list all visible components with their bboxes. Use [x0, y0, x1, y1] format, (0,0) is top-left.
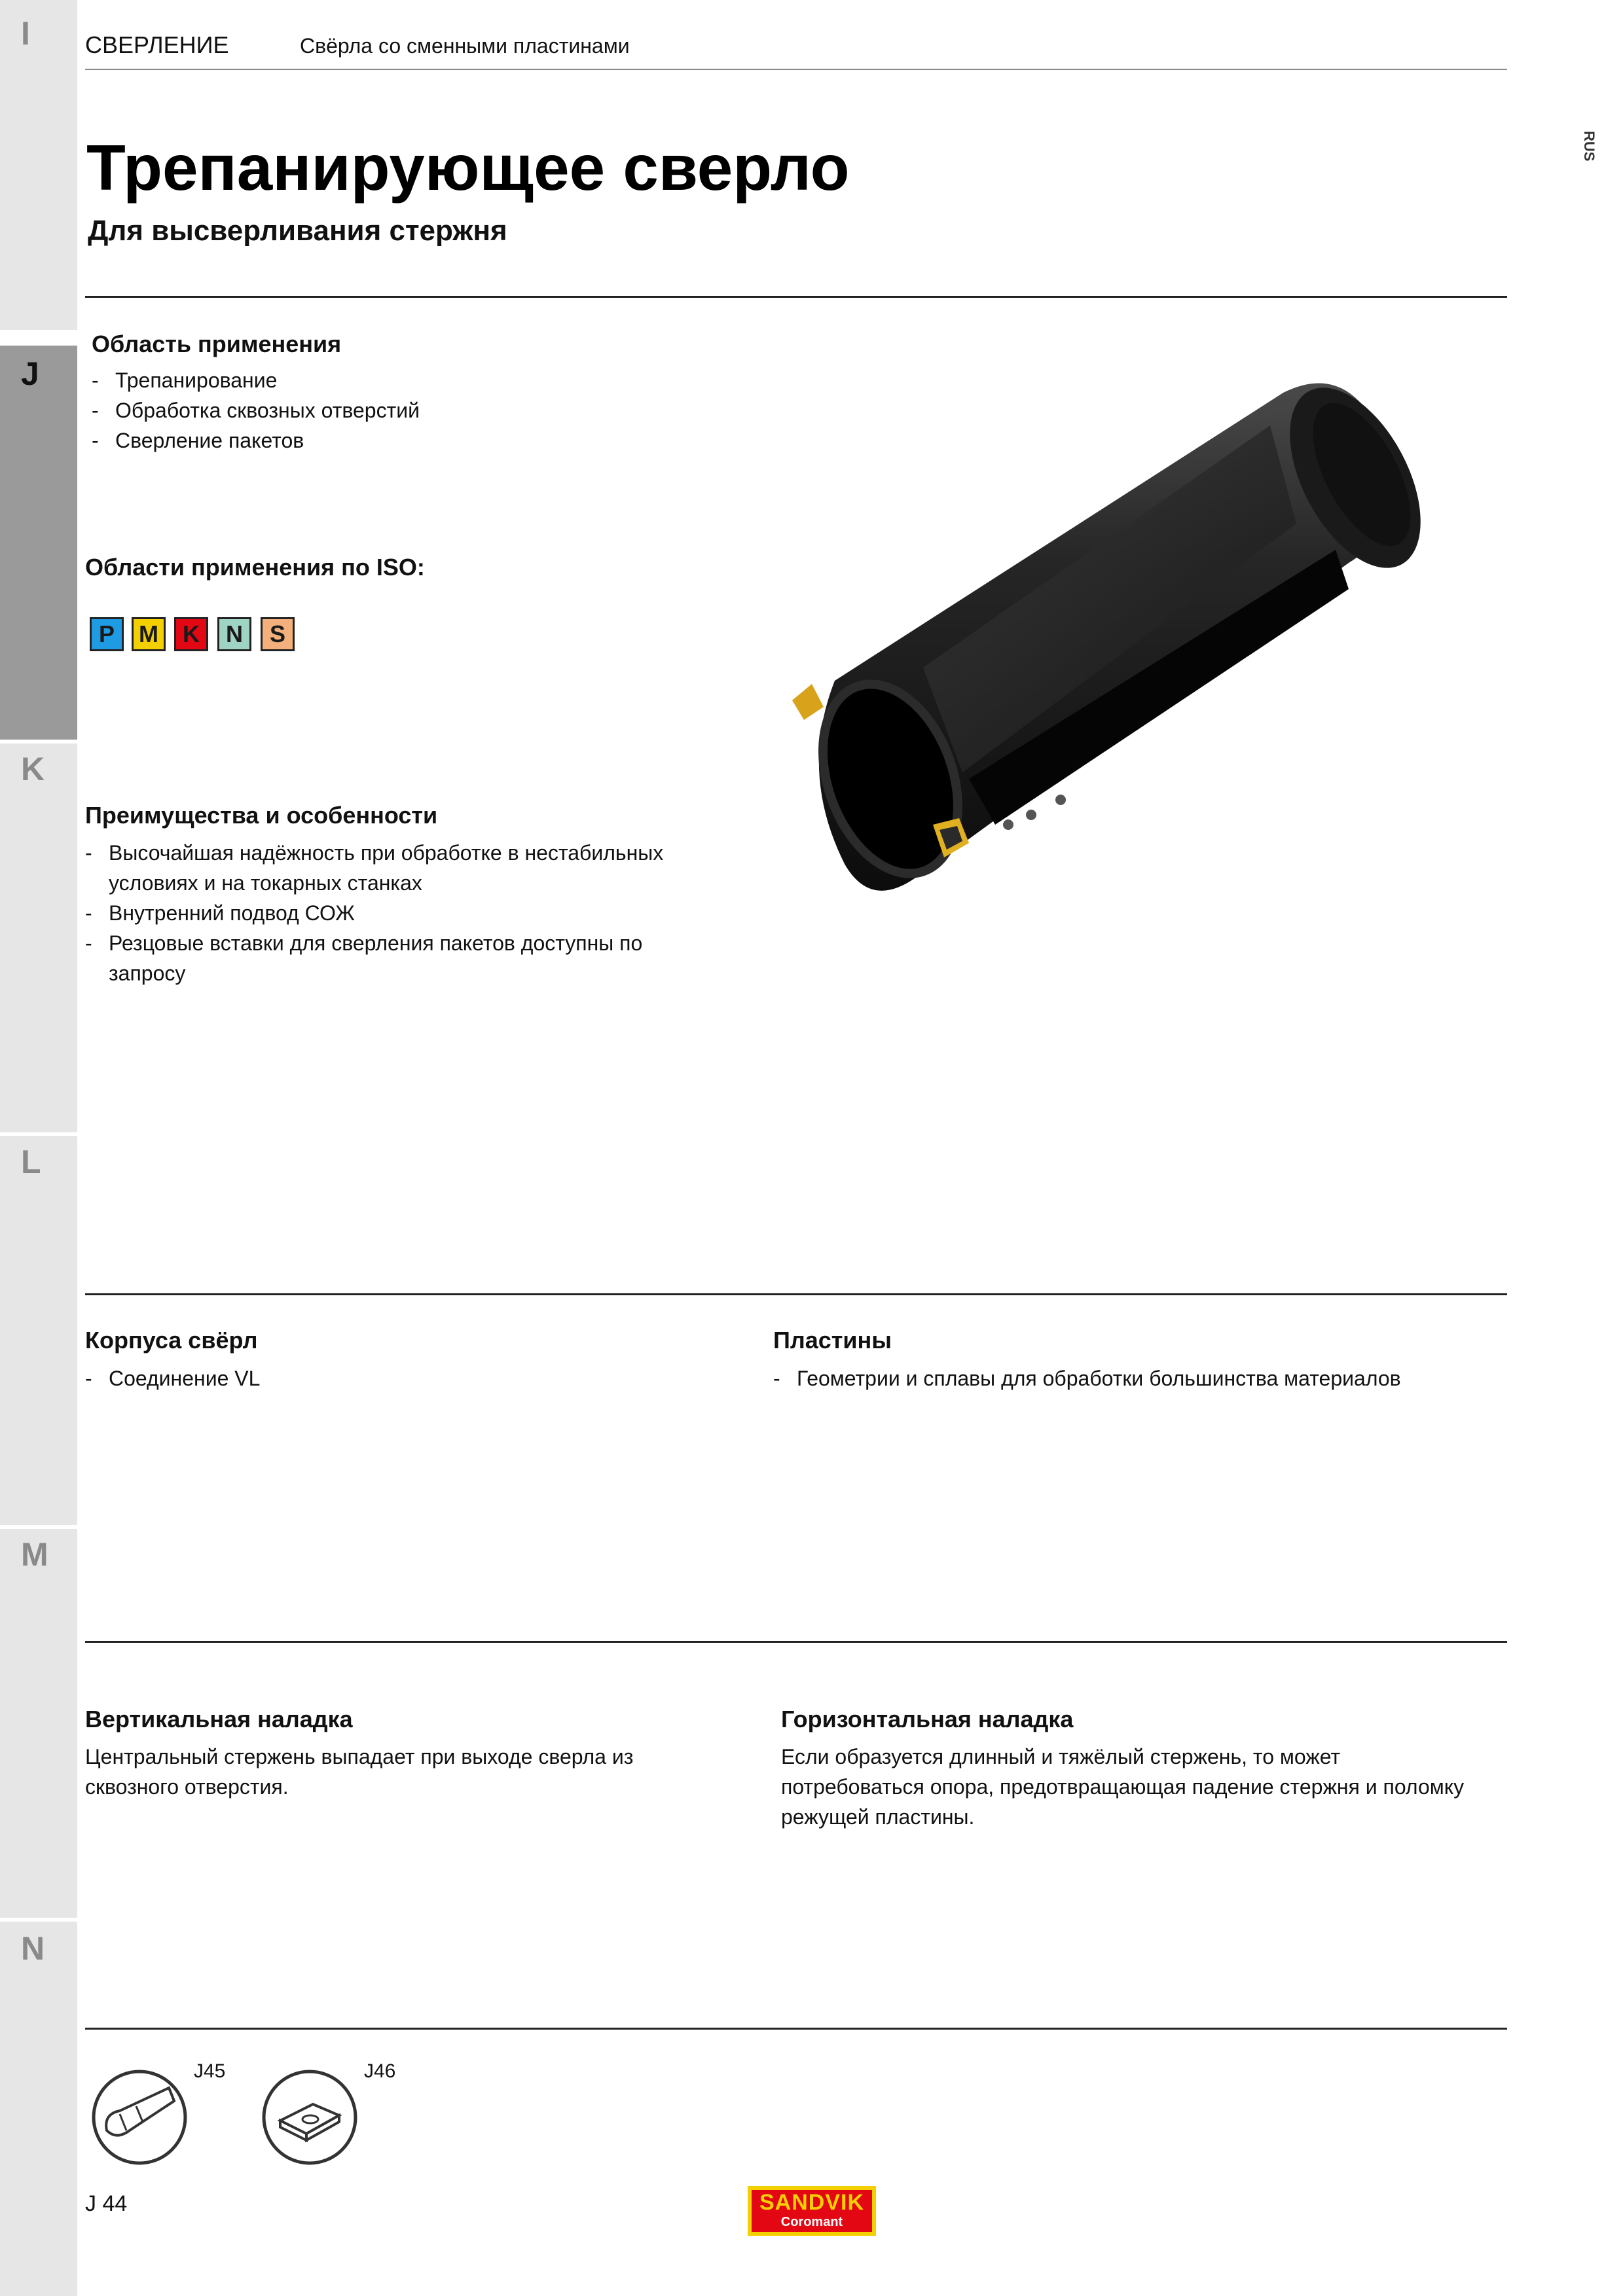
inserts-heading: Пластины: [773, 1327, 892, 1354]
tab-letter: K: [21, 751, 45, 787]
list-item: - Соединение VL: [85, 1367, 261, 1390]
ref-insert[interactable]: [261, 2060, 431, 2165]
footer-divider: [85, 2028, 1507, 2030]
list-item: - Обработка сквозных отверстий: [92, 399, 420, 422]
trepanning-drill-image: [773, 353, 1493, 929]
logo-sub: Coromant: [780, 2215, 843, 2229]
list-item: - Внутренний подвод СОЖ: [85, 901, 355, 925]
ref-page-label: J46: [364, 2060, 396, 2082]
list-item: - Высочайшая надёжность при обработке в нестабильных условиях и на токарных станках: [85, 841, 664, 895]
application-heading: Область применения: [92, 331, 342, 357]
horizontal-setup-heading: Горизонтальная наладка: [781, 1706, 1074, 1732]
page-subtitle: Для высверливания стержня: [88, 215, 507, 247]
list-item: - Сверление пакетов: [92, 429, 304, 452]
list-item: - Резцовые вставки для сверления пакетов доступны по запросу: [85, 931, 643, 985]
ref-page-label: J45: [194, 2060, 226, 2082]
logo-brand: SANDVIK: [759, 2190, 865, 2215]
iso-badge-p: P: [90, 617, 124, 651]
list-item: - Геометрии и сплавы для обработки большинства материалов: [773, 1367, 1401, 1390]
tab-j[interactable]: [0, 346, 77, 740]
iso-badge-s: S: [261, 617, 295, 651]
vertical-setup-text: Центральный стержень выпадает при выходе сверла из сквозного отверстия.: [85, 1745, 634, 1799]
horizontal-setup-text: Если образуется длинный и тяжёлый стержень, то может потребоваться опора, предотвращающая падение стержня и поломку режущей пластины.: [781, 1745, 1465, 1829]
bodies-list: [85, 1363, 260, 1393]
tab-letter: J: [21, 355, 39, 392]
tab-i[interactable]: [0, 0, 77, 330]
tab-k[interactable]: [0, 744, 77, 1132]
page-number: J 44: [85, 2191, 128, 2216]
subsection-label: Свёрла со сменными пластинами: [300, 34, 630, 58]
tab-m[interactable]: [0, 1529, 77, 1918]
page-title: Трепанирующее сверло: [86, 132, 850, 204]
tab-letter: M: [21, 1536, 48, 1573]
language-code: RUS: [1581, 131, 1597, 162]
iso-badge-n: N: [217, 617, 251, 651]
drill-body-icon: [90, 2068, 189, 2166]
benefits-list: [85, 838, 663, 988]
tab-n[interactable]: [0, 1922, 77, 2296]
header-divider: [85, 69, 1507, 70]
iso-badge-k: K: [174, 617, 208, 651]
tab-letter: N: [21, 1930, 45, 1967]
bodies-heading: Корпуса свёрл: [85, 1327, 258, 1354]
section-divider: [85, 1293, 1507, 1295]
iso-badge-m: M: [132, 617, 166, 651]
ref-drill-body[interactable]: [90, 2060, 261, 2165]
iso-heading: Области применения по ISO:: [85, 554, 425, 581]
tab-l[interactable]: [0, 1136, 77, 1525]
section-label: СВЕРЛЕНИЕ: [85, 31, 229, 58]
list-item: - Трепанирование: [92, 368, 278, 392]
title-divider: [85, 296, 1507, 298]
vertical-setup-heading: Вертикальная наладка: [85, 1706, 353, 1732]
tab-letter: L: [21, 1143, 41, 1180]
tab-letter: I: [21, 15, 30, 52]
sandvik-coromant-logo: [748, 2186, 876, 2236]
benefits-heading: Преимущества и особенности: [85, 802, 438, 829]
insert-icon: [261, 2068, 359, 2166]
insert-gold-1: [792, 684, 824, 720]
section-divider: [85, 1641, 1507, 1643]
application-list: [92, 365, 420, 456]
inserts-list: [773, 1363, 1401, 1393]
